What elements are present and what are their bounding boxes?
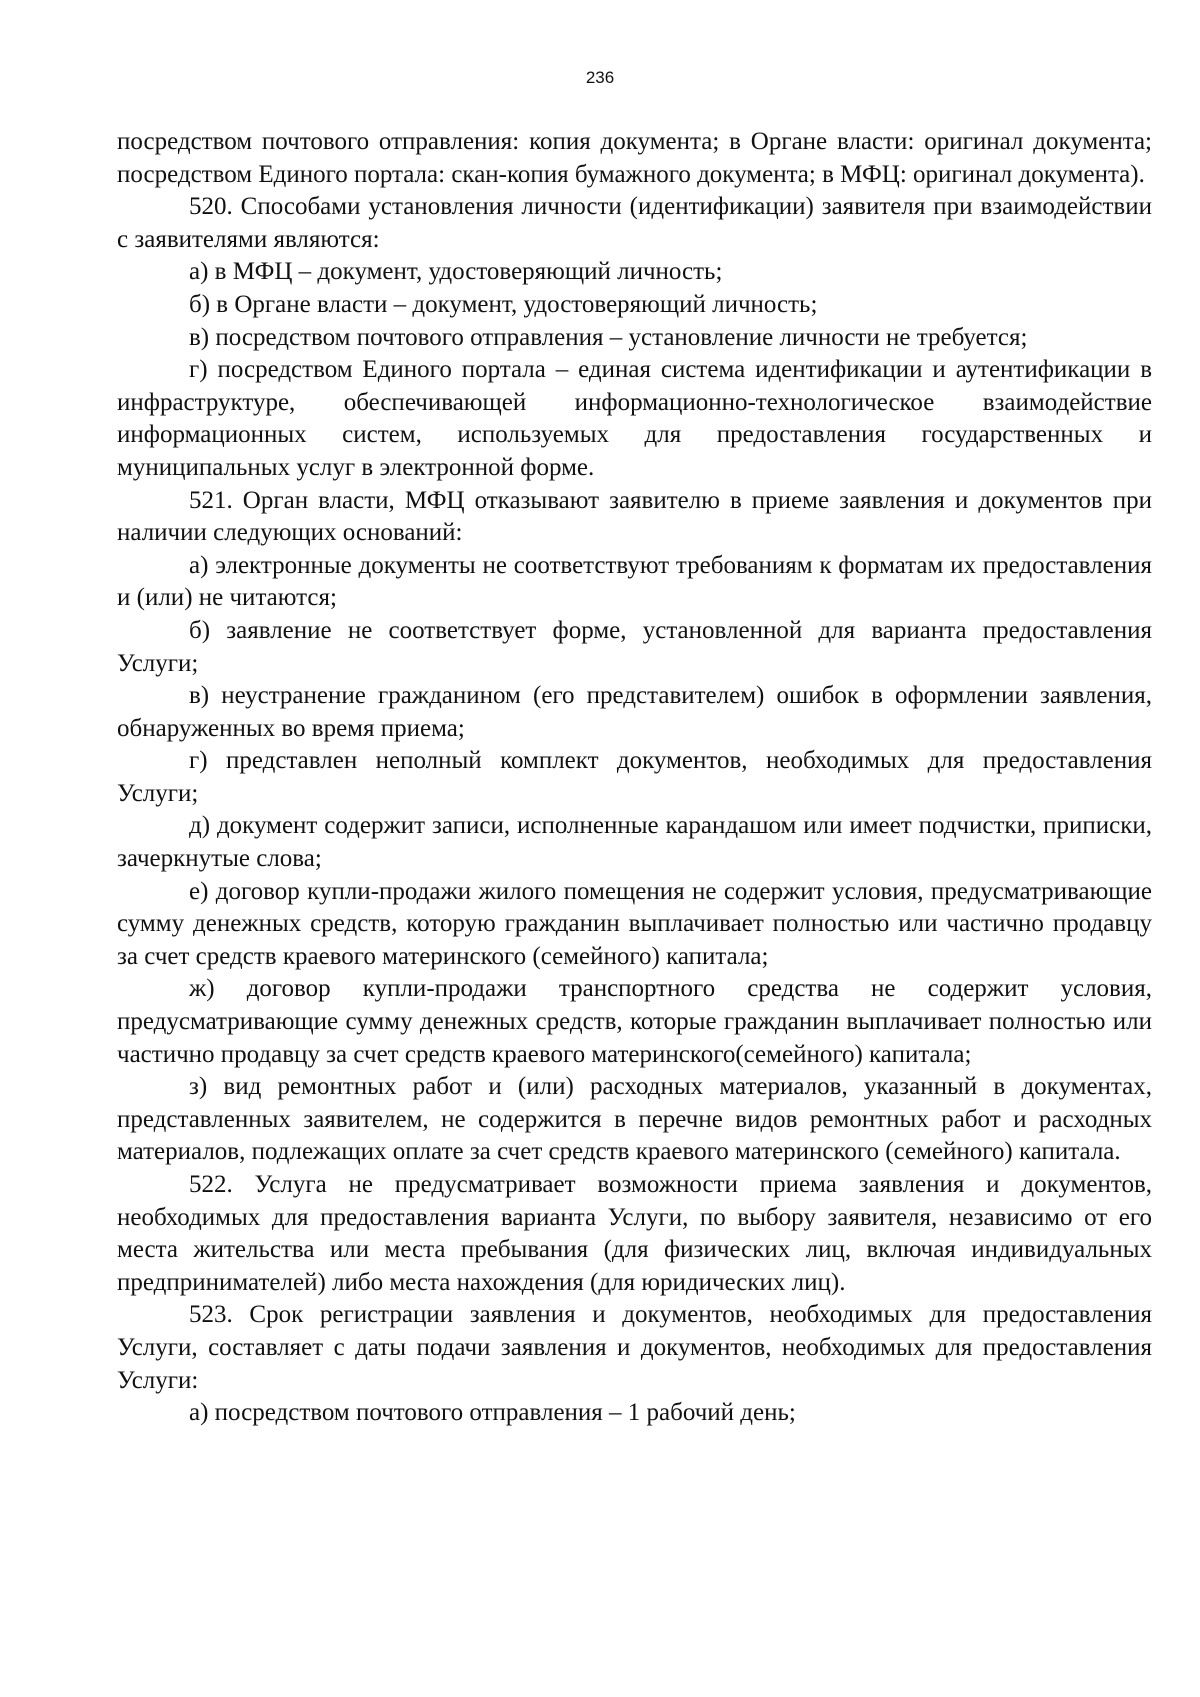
paragraph-521-v: в) неустранение гражданином (его представителем) ошибок в оформлении заявления, обнаруженных во время приема; [117, 682, 1152, 742]
paragraph-523: 523. Срок регистрации заявления и документов, необходимых для предоставления Услуги, составляет с даты подачи заявления и документов, необходимых для предоставления Услуги: [117, 1301, 1152, 1394]
paragraph-522: 522. Услуга не предусматривает возможности приема заявления и документов, необходимых для предоставления варианта Услуги, по выбору заявителя, независимо от его места жительства или места пребывания (для физических лиц, включая индивидуальных предпринимателей) либо места нахождения (для юридических лиц). [117, 1171, 1152, 1296]
paragraph-523-a: а) посредством почтового отправления – 1 рабочий день; [189, 1399, 796, 1427]
document-body [117, 126, 1152, 1430]
paragraph-521-z: з) вид ремонтных работ и (или) расходных материалов, указанный в документах, представленных заявителем, не содержится в перечне видов ремонтных работ и расходных материалов, подлежащих оплате за счет средств краевого материнского (семейного) капитала. [117, 1073, 1152, 1166]
paragraph-521-e: е) договор купли-продажи жилого помещения не содержит условия, предусматривающие сумму денежных средств, которую гражданин выплачивает полностью или частично продавцу за счет средств краевого материнского (семейного) капитала; [117, 877, 1152, 970]
paragraph-521-b: б) заявление не соответствует форме, установленной для варианта предоставления Услуги; [117, 616, 1152, 677]
paragraph-521: 521. Орган власти, МФЦ отказывают заявителю в приеме заявления и документов при наличии следующих оснований: [117, 486, 1152, 547]
paragraph-521-zh: ж) договор купли-продажи транспортного средства не содержит условия, предусматривающие сумму денежных средств, которые гражданин выплачивает полностью или частично продавцу за счет средств краевого материнского(семейного) капитала; [117, 975, 1152, 1068]
paragraph-521-a: а) электронные документы не соответствуют требованиям к форматам их предоставления и (или) не читаются; [117, 551, 1152, 612]
paragraph-520-g: г) посредством Единого портала – единая система идентификации и аутентификации в инфраструктуре, обеспечивающей информационно-технологическое взаимодействие информационных систем, используемых для предоставления государственных и муниципальных услуг в электронной форме. [117, 356, 1152, 481]
paragraph-520-a: а) в МФЦ – документ, удостоверяющий личность; [189, 258, 723, 286]
paragraph-520-b: б) в Органе власти – документ, удостоверяющий личность; [189, 290, 818, 318]
paragraph-continuation: посредством почтового отправления: копия документа; в Органе власти: оригинал документа; посредством Единого портала: скан-копия бумажного документа; в МФЦ: оригинал документа). [117, 128, 1152, 188]
paragraph-520: 520. Способами установления личности (идентификации) заявителя при взаимодействии с заявителями являются: [117, 193, 1152, 253]
paragraph-521-g: г) представлен неполный комплект документов, необходимых для предоставления Услуги; [117, 747, 1152, 807]
page-number: 236 [585, 68, 615, 87]
paragraph-520-v: в) посредством почтового отправления – установление личности не требуется; [189, 323, 1028, 351]
paragraph-521-d: д) документ содержит записи, исполненные карандашом или имеет подчистки, приписки, зачеркнутые слова; [117, 812, 1152, 873]
